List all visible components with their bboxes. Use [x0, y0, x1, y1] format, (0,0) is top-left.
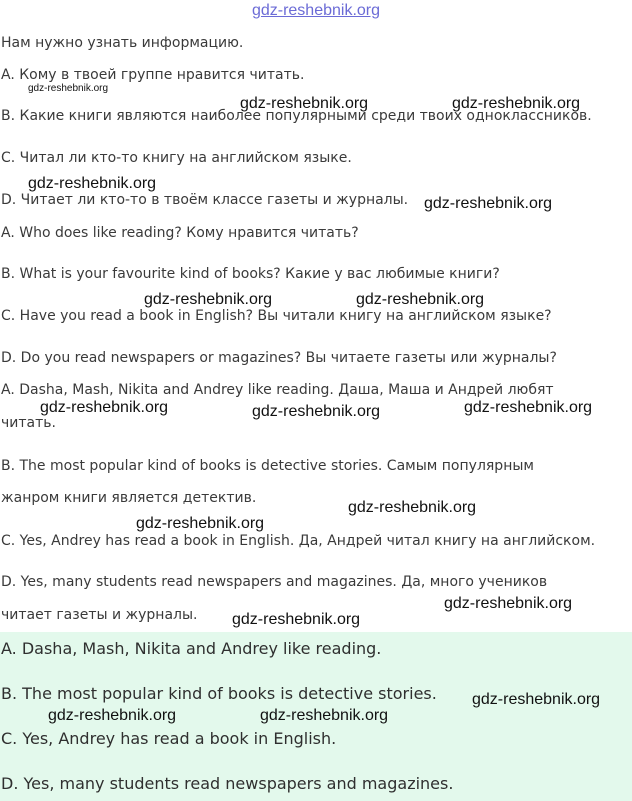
answer-tr-d-line2: читает газеты и журналы. [1, 607, 198, 623]
watermark: gdz-reshebnik.org [28, 175, 157, 192]
watermark: gdz-reshebnik.org [232, 611, 361, 628]
watermark: gdz-reshebnik.org [424, 195, 553, 212]
question-ru-d: D. Читает ли кто-то в твоём классе газеты и журналы. [1, 192, 409, 208]
watermark: gdz-reshebnik.org [40, 399, 169, 416]
answer-tr-a-line2: читать. [1, 415, 56, 431]
watermark: gdz-reshebnik.org [144, 291, 273, 308]
question-ru-b: B. Какие книги являются наиболее популярными среди твоих одноклассников. [1, 108, 592, 124]
watermark: gdz-reshebnik.org [240, 95, 369, 112]
site-link[interactable]: gdz-reshebnik.org [251, 2, 381, 19]
watermark: gdz-reshebnik.org [28, 83, 109, 94]
question-ru-c: C. Читал ли кто-то книгу на английском языке. [1, 150, 352, 166]
watermark: gdz-reshebnik.org [252, 403, 381, 420]
question-en-a: A. Who does like reading? Кому нравится читать? [1, 225, 359, 241]
question-en-b: B. What is your favourite kind of books? Какие у вас любимые книги? [1, 266, 500, 282]
answer-tr-a-line1: A. Dasha, Mash, Nikita and Andrey like reading. Даша, Маша и Андрей любят [1, 382, 554, 398]
watermark: gdz-reshebnik.org [356, 291, 485, 308]
answer-final-a: A. Dasha, Mash, Nikita and Andrey like reading. [1, 639, 382, 658]
answer-final-c: C. Yes, Andrey has read a book in English. [1, 729, 337, 748]
question-ru-a: A. Кому в твоей группе нравится читать. [1, 67, 305, 83]
watermark: gdz-reshebnik.org [260, 707, 389, 724]
watermark: gdz-reshebnik.org [136, 515, 265, 532]
question-en-d: D. Do you read newspapers or magazines? Вы читаете газеты или журналы? [1, 350, 557, 366]
watermark: gdz-reshebnik.org [464, 399, 593, 416]
answer-tr-b-line2: жанром книги является детектив. [1, 490, 257, 506]
watermark: gdz-reshebnik.org [444, 595, 573, 612]
answer-tr-b-line1: B. The most popular kind of books is detective stories. Самым популярным [1, 458, 534, 474]
watermark: gdz-reshebnik.org [452, 95, 581, 112]
answer-tr-d-line1: D. Yes, many students read newspapers and magazines. Да, много учеников [1, 574, 548, 590]
answer-tr-c: C. Yes, Andrey has read a book in English. Да, Андрей читал книгу на английском. [1, 533, 596, 549]
watermark: gdz-reshebnik.org [348, 499, 477, 516]
answer-final-b: B. The most popular kind of books is detective stories. [1, 684, 437, 703]
answer-final-d: D. Yes, many students read newspapers and magazines. [1, 774, 454, 793]
watermark: gdz-reshebnik.org [48, 707, 177, 724]
question-en-c: C. Have you read a book in English? Вы читали книгу на английском языке? [1, 308, 552, 324]
watermark: gdz-reshebnik.org [472, 691, 601, 708]
intro-text: Нам нужно узнать информацию. [1, 35, 244, 51]
